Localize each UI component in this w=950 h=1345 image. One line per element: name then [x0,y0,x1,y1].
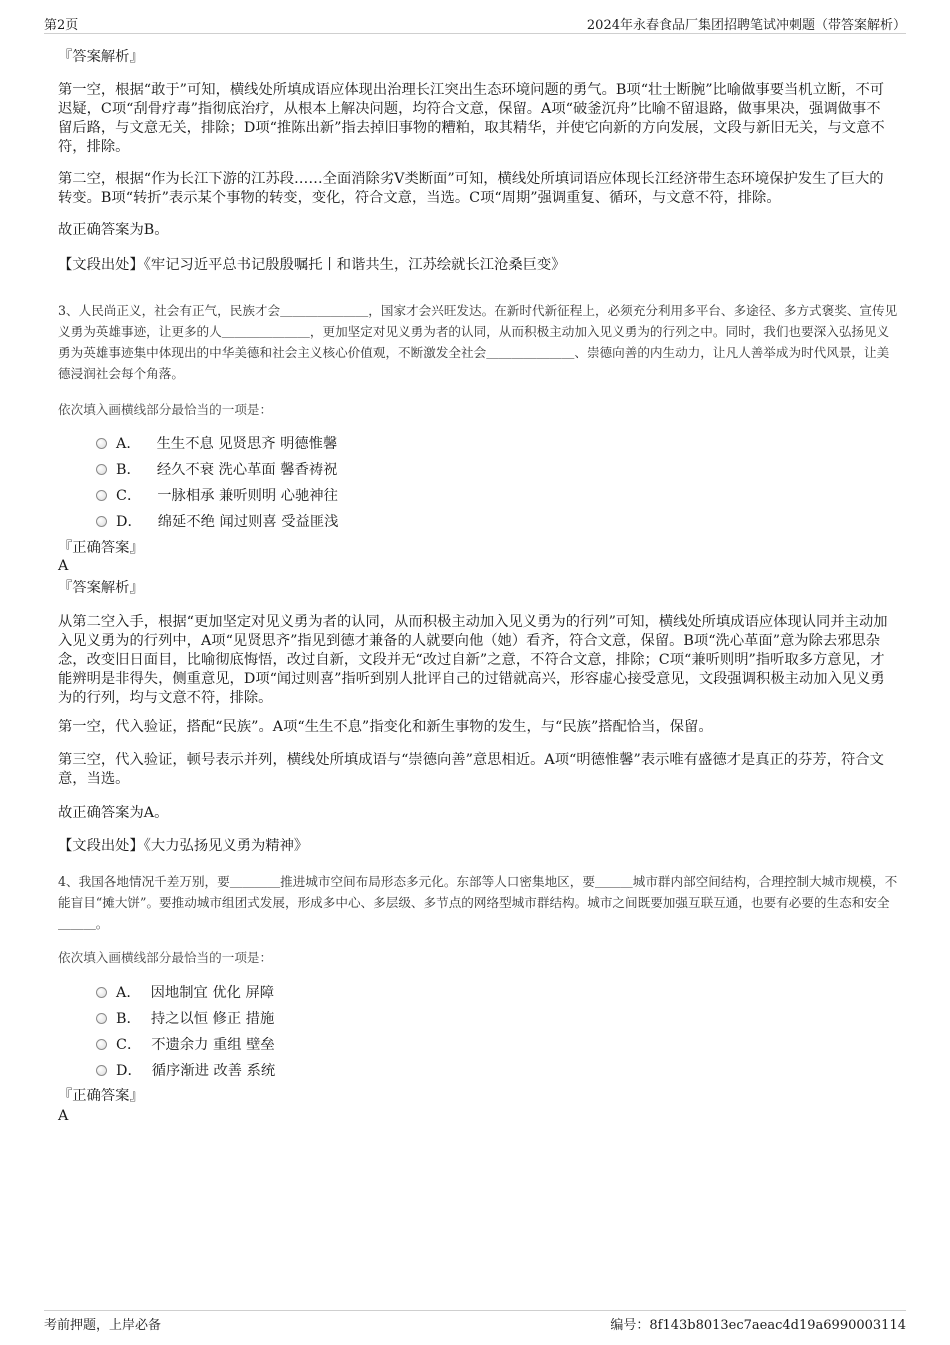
q3-option-c[interactable] [96,485,338,505]
radio-icon[interactable] [96,490,107,501]
radio-icon[interactable] [96,987,107,998]
header-divider [44,33,906,34]
option-text: 因地制宜 优化 屏障 [150,985,275,1001]
q3-answer-label: 『正确答案』 [58,540,144,556]
q4-answer: A [58,1108,69,1124]
q3-analysis-label: 『答案解析』 [58,580,144,596]
option-letter: C． [116,1037,142,1053]
page-number: 第2页 [44,18,79,33]
option-text: 一脉相承 兼听则明 心驰神往 [157,488,338,504]
q3-source: 【文段出处】《大力弘扬见义勇为精神》 [58,838,309,854]
radio-icon[interactable] [96,1065,107,1076]
q3-option-d[interactable] [96,511,338,531]
option-text: 绵延不绝 闻过则喜 受益匪浅 [157,514,339,530]
q2-source: 【文段出处】《牢记习近平总书记殷殷嘱托丨和谐共生，江苏绘就长江沧桑巨变》 [58,257,566,273]
q3-stem: 3、人民尚正义，社会有正气，民族才会＿＿＿＿＿＿＿，国家才会兴旺发达。在新时代新征程上，必须充分利用多平台、多途径、多方式褒奖、宣传见义勇为英雄事迹，让更多的人＿＿＿＿＿＿＿，更加坚定对见义勇为者的认同，从而积极主动加入见义勇为的行列之中。同时，我们也要深入弘扬见义勇为英雄事迹集中体现出的中华美德和社会主义核心价值观，不断激发全社会＿＿＿＿＿＿＿、崇德向善的内生动力，让凡人善举成为时代风景，让美德浸润社会每个角落。 [58,303,898,381]
q3-option-b[interactable] [96,459,337,479]
option-letter: A． [116,985,141,1001]
option-letter: D． [116,1063,142,1079]
q4-answer-label: 『正确答案』 [58,1088,144,1104]
q4-option-a[interactable] [96,982,274,1002]
q3-answer: A [58,558,69,574]
option-letter: B． [116,462,141,478]
q3-conclusion: 故正确答案为A。 [58,805,169,821]
q3-prompt: 依次填入画横线部分最恰当的一项是： [58,402,273,417]
q3-analysis-para3: 第三空，代入验证，顿号表示并列，横线处所填成语与“崇德向善”意思相近。A项“明德惟馨”表示唯有盛德才是真正的芬芳，符合文意，当选。 [58,752,884,787]
option-letter: C． [116,488,142,504]
q3-analysis-para1: 从第二空入手，根据“更加坚定对见义勇为者的认同，从而积极主动加入见义勇为的行列”可知，横线处所填成语应体现认同并主动加入见义勇为的行列中，A项“见贤思齐”指见到德才兼备的人就要向他（她）看齐，符合文意，保留。B项“洗心革面”意为除去邪思杂念，改变旧日面目，比喻彻底悔悟，改过自新，文段并无“改过自新”之意，不符合文意，排除；C项“兼听则明”指听取多方意见，才能辨明是非得失，侧重意见，D项“闻过则喜”指听到别人批评自己的过错就高兴，形容虚心接受意见，文段强调积极主动加入见义勇为的行列，均与文意不符，排除。 [58,614,888,706]
q4-option-c[interactable] [96,1034,275,1054]
q3-analysis-para2: 第一空，代入验证，搭配“民族”。A项“生生不息”指变化和新生事物的发生，与“民族”搭配恰当，保留。 [58,719,713,735]
option-letter: A． [116,436,141,452]
q4-stem: 4、我国各地情况千差万别，要＿＿＿＿推进城市空间布局形态多元化。东部等人口密集地区，要＿＿＿城市群内部空间结构，合理控制大城市规模，不能盲目“摊大饼”。要推动城市组团式发展，形成多中心、多层级、多节点的网络型城市群结构。城市之间既要加强互联互通，也要有必要的生态和安全＿＿＿。 [58,874,898,931]
q4-prompt: 依次填入画横线部分最恰当的一项是： [58,950,273,965]
option-letter: B． [116,1011,141,1027]
radio-icon[interactable] [96,438,107,449]
radio-icon[interactable] [96,464,107,475]
q2-analysis-para2: 第二空，根据“作为长江下游的江苏段……全面消除劣V类断面”可知，横线处所填词语应体现长江经济带生态环境保护发生了巨大的转变。B项“转折”表示某个事物的转变，变化，符合文意，当选。C项“周期”强调重复、循环，与文意不符，排除。 [58,171,884,206]
radio-icon[interactable] [96,516,107,527]
q4-option-d[interactable] [96,1060,275,1080]
option-text: 循序渐进 改善 系统 [151,1063,276,1079]
document-title: 2024年永春食品厂集团招聘笔试冲刺题（带答案解析） [586,18,906,33]
option-text: 生生不息 见贤思齐 明德惟馨 [156,436,338,452]
q2-analysis-label: 『答案解析』 [58,49,144,65]
q2-conclusion: 故正确答案为B。 [58,222,169,238]
page-header [0,0,950,36]
option-text: 不遗余力 重组 壁垒 [151,1037,275,1053]
radio-icon[interactable] [96,1013,107,1024]
document-code: 编号：8f143b8013ec7aeac4d19a6990003114 [610,1318,906,1333]
q2-analysis-para1: 第一空，根据“敢于”可知，横线处所填成语应体现出治理长江突出生态环境问题的勇气。B项“壮士断腕”比喻做事要当机立断，不可迟疑，C项“刮骨疗毒”指彻底治疗，从根本上解决问题，均符合文意，保留。A项“破釜沉舟”比喻不留退路，做事果决，强调做事不留后路，与文意无关，排除；D项“推陈出新”指去掉旧事物的糟粕，取其精华，并使它向新的方向发展，文段与新旧无关，与文意不符，排除。 [58,82,885,155]
radio-icon[interactable] [96,1039,107,1050]
q4-option-b[interactable] [96,1008,274,1028]
option-text: 持之以恒 修正 措施 [150,1011,275,1027]
footer-divider [44,1310,906,1311]
option-text: 经久不衰 洗心革面 馨香祷祝 [156,462,338,478]
option-letter: D． [116,514,142,530]
q3-option-a[interactable] [96,433,337,453]
footer-slogan: 考前押题，上岸必备 [44,1318,162,1333]
